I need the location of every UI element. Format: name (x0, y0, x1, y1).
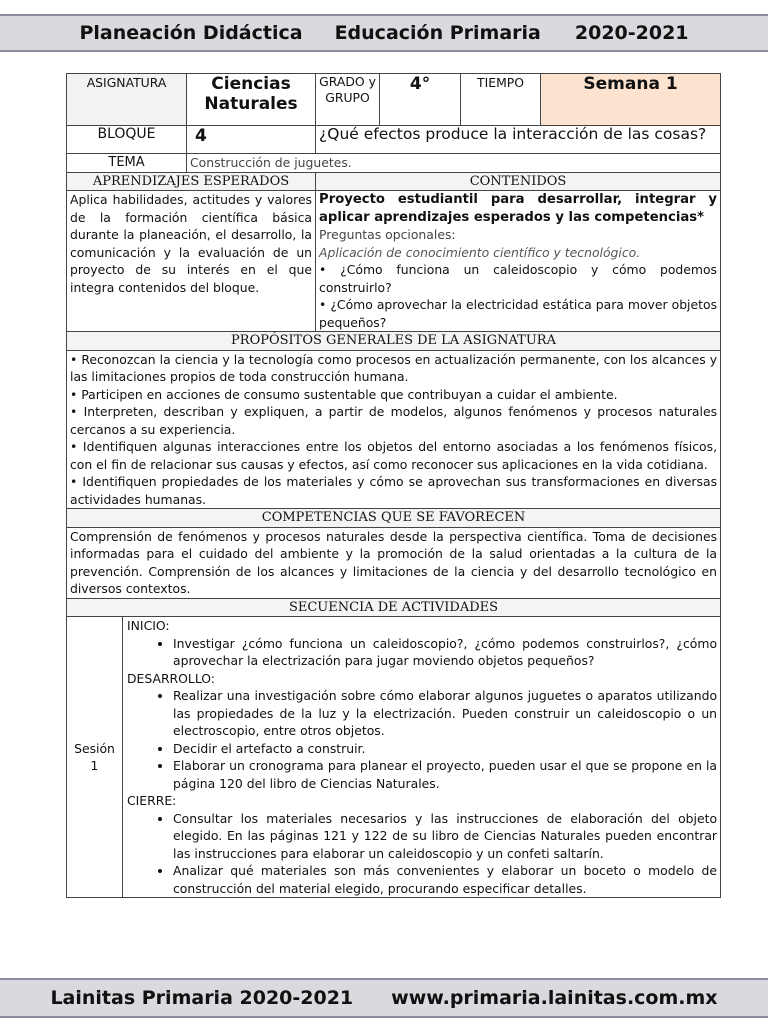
bloque-value: 4 (187, 126, 316, 154)
list-item: • Realizar una investigación sobre cómo elaborar algunos juguetes o aparatos utilizando las propiedades de la luz y la electrización. Pueden construir un caleidoscopio o un electroscopio, entre otros objetos. (173, 687, 717, 740)
propositos-cell (67, 350, 721, 509)
tiempo-value: Semana 1 (541, 74, 721, 126)
contenidos-cell (316, 191, 721, 332)
propositos-header: PROPÓSITOS GENERALES DE LA ASIGNATURA (67, 332, 721, 351)
tema-label: TEMA (67, 154, 187, 173)
asignatura-label: ASIGNATURA (67, 74, 187, 126)
proposito-item: • Identifiquen algunas interacciones entre los objetos del entorno asociadas a los fenómenos físicos, con el fin de relacionar sus causas y efectos, así como reconocer sus aplicaciones en la vida cotidiana. (70, 439, 718, 472)
sesion-label: Sesión 1 (67, 617, 123, 898)
secuencia-cell (123, 617, 721, 898)
tiempo-label: TIEMPO (461, 74, 541, 126)
aprendizajes-text: Aplica habilidades, actitudes y valores de la formación científica básica durante la planeación, el desarrollo, la comunicación y la evaluación de un proyecto de su interés en el que integra contenidos del bloque. (67, 191, 316, 332)
contenidos-q1: • ¿Cómo funciona un caleidoscopio y cómo podemos construirlo? (319, 262, 718, 295)
list-item: • Investigar ¿cómo funciona un caleidoscopio?, ¿cómo podemos construirlos?, ¿cómo aprovechar la electrización para jugar moviendo objetos pequeños? (173, 635, 717, 670)
desarrollo-list (127, 687, 717, 792)
desarrollo-label: DESARROLLO: (127, 670, 215, 686)
header-level: Educación Primaria (334, 22, 541, 44)
proposito-item: • Interpreten, describan y expliquen, a partir de modelos, algunos fenómenos y procesos naturales cercanos a su experiencia. (70, 404, 718, 437)
header-title: Planeación Didáctica (79, 22, 303, 44)
competencias-header: COMPETENCIAS QUE SE FAVORECEN (67, 509, 721, 528)
bloque-label: BLOQUE (67, 126, 187, 154)
contenidos-sub: Preguntas opcionales: (319, 227, 456, 242)
cierre-list (127, 810, 717, 898)
aprendizajes-header: APRENDIZAJES ESPERADOS (67, 172, 316, 191)
inicio-label: INICIO: (127, 618, 170, 633)
page-footer (0, 978, 768, 1018)
grado-value: 4° (380, 74, 461, 126)
proposito-item: • Identifiquen propiedades de los materiales y cómo se aprovechan sus transformaciones en diversas actividades humanas. (70, 474, 718, 507)
list-item: • Decidir el artefacto a construir. (173, 740, 717, 758)
list-item: • Elaborar un cronograma para planear el proyecto, pueden usar el que se propone en la página 120 del libro de Ciencias Naturales. (173, 757, 717, 792)
bloque-title: ¿Qué efectos produce la interacción de las cosas? (316, 126, 721, 154)
secuencia-header: SECUENCIA DE ACTIVIDADES (67, 598, 721, 617)
inicio-list (127, 635, 717, 670)
contenidos-italic: Aplicación de conocimiento científico y tecnológico. (319, 244, 641, 260)
page-header (0, 14, 768, 52)
planning-table (66, 73, 721, 898)
footer-url: www.primaria.lainitas.com.mx (391, 987, 718, 1009)
contenidos-q2: • ¿Cómo aprovechar la electricidad estática para mover objetos pequeños? (319, 297, 718, 330)
list-item: • Consultar los materiales necesarios y las instrucciones de elaboración del objeto elegido. En las páginas 121 y 122 de su libro de Ciencias Naturales pueden encontrar las instrucciones para elaborar un caleidoscopio y un confeti saltarín. (173, 810, 717, 863)
competencias-text: Comprensión de fenómenos y procesos naturales desde la perspectiva científica. Toma de decisiones informadas para el cuidado del ambiente y la promoción de la salud orientadas a la cultura de la prevención. Comprensión de los alcances y limitaciones de la ciencia y del desarrollo tecnológico en diversos contextos. (67, 527, 721, 598)
tema-value: Construcción de juguetes. (187, 154, 721, 173)
contenidos-header: CONTENIDOS (316, 172, 721, 191)
proposito-item: • Reconozcan la ciencia y la tecnología como procesos en actualización permanente, con los alcances y las limitaciones propios de toda construcción humana. (70, 351, 718, 384)
grado-label: GRADO y GRUPO (316, 74, 380, 126)
contenidos-title: Proyecto estudiantil para desarrollar, integrar y aplicar aprendizajes esperados y las competencias* (319, 192, 718, 225)
header-year: 2020-2021 (574, 22, 689, 44)
proposito-item: • Participen en acciones de consumo sustentable que contribuyan a cuidar el ambiente. (70, 386, 618, 402)
footer-brand: Lainitas Primaria 2020-2021 (50, 987, 354, 1009)
cierre-label: CIERRE: (127, 793, 177, 808)
list-item: • Analizar qué materiales son más convenientes y elaborar un boceto o modelo de construcción del material elegido, procurando especificar detalles. (173, 862, 717, 897)
asignatura-value: Ciencias Naturales (187, 74, 316, 126)
